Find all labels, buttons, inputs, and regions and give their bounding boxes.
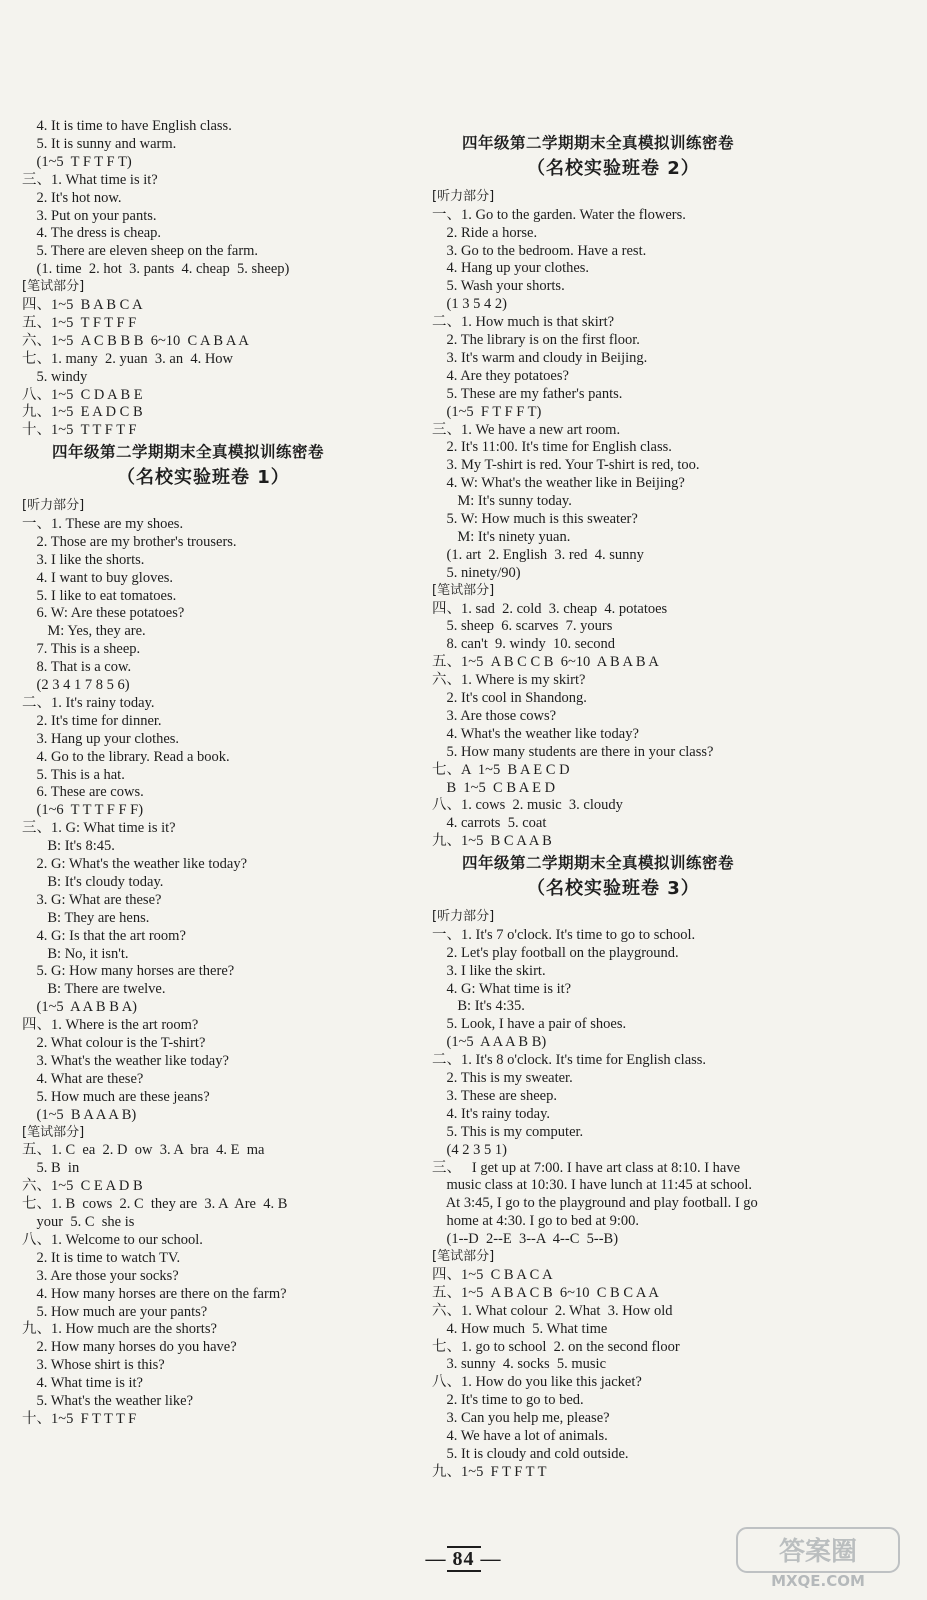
answer-line: 5. windy xyxy=(22,368,88,385)
part-label: [笔试部分] xyxy=(432,1249,495,1264)
answer-line: 4. What time is it? xyxy=(22,1375,143,1392)
answer-line: 5. G: How many horses are there? xyxy=(22,963,235,980)
answer-line: B: There are twelve. xyxy=(22,981,166,998)
answer-line: 2. This is my sweater. xyxy=(432,1070,573,1086)
answer-line: 六、1~5 A C B B B 6~10 C A B A A xyxy=(22,332,249,349)
answer-line: 5. sheep 6. scarves 7. yours xyxy=(432,618,613,635)
answer-line: 2. It's cool in Shandong. xyxy=(432,690,587,706)
answer-line: 5. How much are your pants? xyxy=(22,1303,208,1320)
part-label: [笔试部分] xyxy=(22,1124,85,1140)
answer-line: 3. Can you help me, please? xyxy=(432,1410,610,1427)
answer-line: your 5. C she is xyxy=(22,1214,135,1230)
answer-line: 4. W: What's the weather like in Beijing? xyxy=(432,475,685,492)
section-heading: 四年级第二学期期末全真模拟训练密卷 xyxy=(52,443,325,462)
answer-line: M: It's sunny today. xyxy=(432,493,572,510)
answer-line: 二、1. How much is that skirt? xyxy=(432,314,615,331)
answer-line: 5. Look, I have a pair of shoes. xyxy=(432,1016,627,1033)
answer-line: 4. What's the weather like today? xyxy=(432,725,639,742)
answer-line: 四、1. Where is the art room? xyxy=(22,1017,199,1034)
answer-line: 3. Whose shirt is this? xyxy=(22,1357,165,1374)
answer-line: 4. We have a lot of animals. xyxy=(432,1428,608,1444)
answer-line: 六、1~5 C E A D B xyxy=(22,1178,143,1195)
section-heading: 四年级第二学期期末全真模拟训练密卷 xyxy=(462,134,735,152)
answer-line: 5. These are my father's pants. xyxy=(432,385,623,402)
answer-line: 十、1~5 T T F T F xyxy=(22,422,137,439)
answer-line: 5. This is my computer. xyxy=(432,1123,584,1140)
answer-line: 6. These are cows. xyxy=(22,784,144,801)
answer-line: At 3:45, I go to the playground and play football. I go xyxy=(432,1195,758,1212)
answer-line: 3. What's the weather like today? xyxy=(22,1052,229,1069)
answer-line: 3. Go to the bedroom. Have a rest. xyxy=(432,242,647,259)
answer-line: 五、1~5 A B C C B 6~10 A B A B A xyxy=(432,654,659,671)
answer-line: 3. Are those your socks? xyxy=(22,1267,179,1284)
answer-line: 2. It's time for dinner. xyxy=(22,712,162,729)
answer-line: 4. carrots 5. coat xyxy=(432,815,547,832)
answer-line: 2. It is time to watch TV. xyxy=(22,1249,181,1266)
answer-line: (1~5 A A B B A) xyxy=(22,999,138,1016)
answer-line: 5. B in xyxy=(22,1160,80,1177)
answer-line: 3. My T-shirt is red. Your T-shirt is red, too. xyxy=(432,457,700,474)
answer-line: 3. I like the skirt. xyxy=(432,962,546,979)
svg-text:答案圈: 答案圈 xyxy=(778,1537,858,1567)
answer-line: (1~5 B A A A B) xyxy=(22,1106,137,1123)
answer-line: 五、1~5 T F T F F xyxy=(22,314,137,331)
answer-line: 3. sunny 4. socks 5. music xyxy=(432,1356,606,1373)
answer-line: music class at 10:30. I have lunch at 11:45 at school. xyxy=(432,1177,753,1194)
answer-line: 6. W: Are these potatoes? xyxy=(22,605,185,622)
answer-line: (1--D 2--E 3--A 4--C 5--B) xyxy=(432,1231,619,1248)
answer-line: 九、1~5 E A D C B xyxy=(22,404,143,421)
answer-line: 2. It's hot now. xyxy=(22,189,122,206)
answer-line: 3. Put on your pants. xyxy=(22,207,157,224)
answer-line: 二、1. It's rainy today. xyxy=(22,694,155,711)
answer-line: 5. Wash your shorts. xyxy=(432,278,565,295)
section-subheading: （名校实验班卷 3） xyxy=(527,878,700,899)
answer-line: 3. G: What are these? xyxy=(22,891,162,908)
answer-line: (1~5 F T F F T) xyxy=(432,403,542,420)
answer-line: (2 3 4 1 7 8 5 6) xyxy=(22,677,130,693)
answer-line: 3. Are those cows? xyxy=(432,707,557,724)
answer-line: 4. I want to buy gloves. xyxy=(22,569,174,586)
answer-line: 5. How many students are there in your class? xyxy=(432,743,714,760)
answer-line: 八、1. cows 2. music 3. cloudy xyxy=(432,797,623,814)
answer-line: 五、1~5 A B A C B 6~10 C B C A A xyxy=(432,1284,659,1301)
answer-line: 5. I like to eat tomatoes. xyxy=(22,587,177,604)
answer-line: (4 2 3 5 1) xyxy=(432,1141,507,1158)
answer-line: 4. How much 5. What time xyxy=(432,1320,608,1337)
answer-line: B: No, it isn't. xyxy=(22,945,129,962)
answer-line: (1. time 2. hot 3. pants 4. cheap 5. sheep) xyxy=(22,261,290,278)
part-label: [听力部分] xyxy=(22,498,85,513)
part-label: [笔试部分] xyxy=(22,279,85,295)
answer-line: M: Yes, they are. xyxy=(22,623,146,640)
part-label: [听力部分] xyxy=(432,908,495,924)
answer-line: 三、1. What time is it? xyxy=(22,171,158,188)
answer-line: 一、1. It's 7 o'clock. It's time to go to school. xyxy=(432,926,696,943)
answer-line: 八、1~5 C D A B E xyxy=(22,386,143,403)
answer-line: 5. There are eleven sheep on the farm. xyxy=(22,243,259,260)
section-subheading: （名校实验班卷 2） xyxy=(527,157,700,179)
answer-line: 2. Ride a horse. xyxy=(432,224,538,241)
answer-line: 3. It's warm and cloudy in Beijing. xyxy=(432,349,648,366)
answer-line: 4. Hang up your clothes. xyxy=(432,260,590,277)
answer-line: 四、1. sad 2. cold 3. cheap 4. potatoes xyxy=(432,600,668,617)
answer-line: B: It's 4:35. xyxy=(432,998,525,1015)
answer-line: 2. What colour is the T-shirt? xyxy=(22,1035,206,1051)
answer-line: 四、1~5 B A B C A xyxy=(22,297,143,313)
part-label: [听力部分] xyxy=(432,188,495,204)
answer-line: 8. That is a cow. xyxy=(22,659,132,676)
page-number-value: 84 xyxy=(447,1546,481,1572)
answer-line: 5. This is a hat. xyxy=(22,766,125,783)
answer-line: 3. I like the shorts. xyxy=(22,551,145,568)
answer-line: 四、1~5 C B A C A xyxy=(432,1266,553,1283)
answer-line: (1 3 5 4 2) xyxy=(432,296,507,313)
answer-line: 八、1. Welcome to our school. xyxy=(22,1231,203,1248)
answer-line: 4. How many horses are there on the farm? xyxy=(22,1285,287,1302)
answer-line: 九、1. How much are the shorts? xyxy=(22,1321,217,1338)
answer-line: 十、1~5 F T T T F xyxy=(22,1410,137,1427)
answer-line: 2. Let's play football on the playground. xyxy=(432,944,679,961)
answer-line: 一、1. Go to the garden. Water the flowers. xyxy=(432,206,686,223)
answer-line: 2. G: What's the weather like today? xyxy=(22,856,248,872)
answer-line: home at 4:30. I go to bed at 9:00. xyxy=(432,1213,639,1230)
answer-line: 一、1. These are my shoes. xyxy=(22,515,184,532)
answer-line: 4. What are these? xyxy=(22,1070,144,1087)
part-label: [笔试部分] xyxy=(432,582,495,598)
answer-line: 三、1. G: What time is it? xyxy=(22,820,176,837)
section-heading: 四年级第二学期期末全真模拟训练密卷 xyxy=(462,854,735,873)
answer-line: B: It's 8:45. xyxy=(22,838,115,855)
answer-line: (1. art 2. English 3. red 4. sunny xyxy=(432,546,644,563)
answer-line: 七、1. B cows 2. C they are 3. A Are 4. B xyxy=(22,1196,288,1213)
answer-line: 3. These are sheep. xyxy=(432,1087,557,1104)
answer-line: 七、1. go to school 2. on the second floor xyxy=(432,1338,680,1355)
answer-line: 三、1. We have a new art room. xyxy=(432,421,621,438)
answer-line: (1~5 T F T F T) xyxy=(22,153,132,170)
answer-line: 5. How much are these jeans? xyxy=(22,1088,210,1105)
answer-line: 2. The library is on the first floor. xyxy=(432,332,640,348)
answer-line: 七、1. many 2. yuan 3. an 4. How xyxy=(22,350,234,367)
answer-line: 2. Those are my brother's trousers. xyxy=(22,533,237,550)
answer-line: 4. Go to the library. Read a book. xyxy=(22,748,230,765)
answer-line: 九、1~5 F T F T T xyxy=(432,1463,547,1480)
answer-line: 5. What's the weather like? xyxy=(22,1393,194,1409)
watermark-text: MXQE.COM xyxy=(771,1572,865,1590)
answer-line: B 1~5 C B A E D xyxy=(432,779,556,796)
answer-line: 六、1. Where is my skirt? xyxy=(432,672,586,689)
answer-line: 4. It is time to have English class. xyxy=(22,118,232,134)
answer-line: 4. G: What time is it? xyxy=(432,980,572,997)
answer-line: 七、A 1~5 B A E C D xyxy=(432,761,570,778)
answer-line: 2. It's time to go to bed. xyxy=(432,1392,584,1409)
answer-line: 5. ninety/90) xyxy=(432,564,521,581)
answer-line: M: It's ninety yuan. xyxy=(432,528,571,545)
section-subheading: （名校实验班卷 1） xyxy=(117,467,290,489)
answer-line: 二、1. It's 8 o'clock. It's time for English class. xyxy=(432,1052,707,1069)
answer-line: B: It's cloudy today. xyxy=(22,873,164,890)
answer-line: 五、1. C ea 2. D ow 3. A bra 4. E ma xyxy=(22,1142,265,1159)
answer-line: 4. The dress is cheap. xyxy=(22,225,162,242)
answer-line: 7. This is a sheep. xyxy=(22,641,141,658)
answer-line: 3. Hang up your clothes. xyxy=(22,730,180,747)
answer-line: 5. It is cloudy and cold outside. xyxy=(432,1445,629,1462)
answer-line: 六、1. What colour 2. What 3. How old xyxy=(432,1302,673,1319)
answer-line: (1~6 T T T F F F) xyxy=(22,802,144,819)
answer-line: 2. It's 11:00. It's time for English class. xyxy=(432,439,672,456)
answer-line: 八、1. How do you like this jacket? xyxy=(432,1374,642,1391)
answer-line: 三、 I get up at 7:00. I have art class at 8:10. I have xyxy=(432,1159,741,1176)
answer-line: 2. How many horses do you have? xyxy=(22,1339,237,1356)
answer-line: 4. It's rainy today. xyxy=(432,1105,551,1122)
answer-line: 4. G: Is that the art room? xyxy=(22,927,186,944)
answer-line: 九、1~5 B C A A B xyxy=(432,833,552,850)
watermark-logo xyxy=(733,1526,903,1590)
answer-line: 5. W: How much is this sweater? xyxy=(432,511,638,527)
answer-line: 4. Are they potatoes? xyxy=(432,367,569,384)
page-number: — 84 — xyxy=(425,1548,502,1570)
answer-line: B: They are hens. xyxy=(22,909,150,926)
answer-line: 5. It is sunny and warm. xyxy=(22,135,177,152)
answer-line: (1~5 A A A B B) xyxy=(432,1034,547,1051)
answer-line: 8. can't 9. windy 10. second xyxy=(432,636,616,653)
